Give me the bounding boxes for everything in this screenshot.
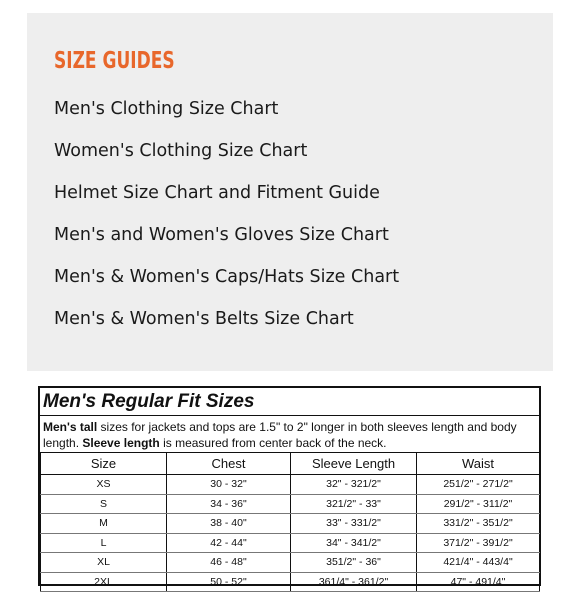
note-text-1: sizes for jackets and tops are 1.5" to 2" longer in both sleeves length and body length.	[43, 420, 517, 450]
cell-sleeve-length: 321/2" - 33"	[291, 494, 417, 514]
cell-chest: 30 - 32"	[167, 475, 291, 495]
note-bold-sleeve-length: Sleeve length	[82, 436, 160, 450]
mens-regular-fit-size-table	[38, 386, 541, 586]
cell-sleeve-length: 351/2" - 36"	[291, 553, 417, 573]
column-header-size: Size	[41, 453, 167, 475]
table-row	[41, 533, 540, 553]
cell-size: S	[41, 494, 167, 514]
column-header-chest: Chest	[167, 453, 291, 475]
link-womens-clothing-size-chart[interactable]: Women's Clothing Size Chart	[54, 141, 308, 161]
cell-chest: 34 - 36"	[167, 494, 291, 514]
table-row	[41, 572, 540, 592]
table-row	[41, 514, 540, 534]
cell-sleeve-length: 34" - 341/2"	[291, 533, 417, 553]
cell-size: 2XL	[41, 572, 167, 592]
size-table-note	[43, 419, 538, 451]
column-header-waist: Waist	[417, 453, 540, 475]
cell-sleeve-length: 361/4" - 361/2"	[291, 572, 417, 592]
size-guides-panel	[27, 13, 553, 371]
column-header-sleeve-length: Sleeve Length	[291, 453, 417, 475]
link-gloves-size-chart[interactable]: Men's and Women's Gloves Size Chart	[54, 225, 389, 245]
cell-chest: 50 - 52"	[167, 572, 291, 592]
cell-waist: 371/2" - 391/2"	[417, 533, 540, 553]
cell-waist: 421/4" - 443/4"	[417, 553, 540, 573]
link-helmet-size-chart[interactable]: Helmet Size Chart and Fitment Guide	[54, 183, 380, 203]
note-text-2: is measured from center back of the neck.	[159, 436, 387, 450]
cell-chest: 42 - 44"	[167, 533, 291, 553]
cell-waist: 331/2" - 351/2"	[417, 514, 540, 534]
cell-waist: 291/2" - 311/2"	[417, 494, 540, 514]
table-row	[41, 494, 540, 514]
link-belts-size-chart[interactable]: Men's & Women's Belts Size Chart	[54, 309, 354, 329]
link-caps-hats-size-chart[interactable]: Men's & Women's Caps/Hats Size Chart	[54, 267, 400, 287]
cell-size: M	[41, 514, 167, 534]
cell-chest: 46 - 48"	[167, 553, 291, 573]
size-grid	[40, 452, 540, 592]
size-grid-header-row	[41, 453, 540, 475]
cell-sleeve-length: 32" - 321/2"	[291, 475, 417, 495]
note-bold-mens-tall: Men's tall	[43, 420, 98, 434]
cell-chest: 38 - 40"	[167, 514, 291, 534]
cell-waist: 47" - 491/4"	[417, 572, 540, 592]
table-row	[41, 475, 540, 495]
heading-divider	[40, 415, 539, 416]
size-table-heading: Men's Regular Fit Sizes	[43, 391, 255, 412]
cell-sleeve-length: 33" - 331/2"	[291, 514, 417, 534]
cell-size: XS	[41, 475, 167, 495]
size-guides-title: SIZE GUIDES	[54, 48, 175, 74]
cell-waist: 251/2" - 271/2"	[417, 475, 540, 495]
table-row	[41, 553, 540, 573]
cell-size: L	[41, 533, 167, 553]
cell-size: XL	[41, 553, 167, 573]
link-mens-clothing-size-chart[interactable]: Men's Clothing Size Chart	[54, 99, 279, 119]
